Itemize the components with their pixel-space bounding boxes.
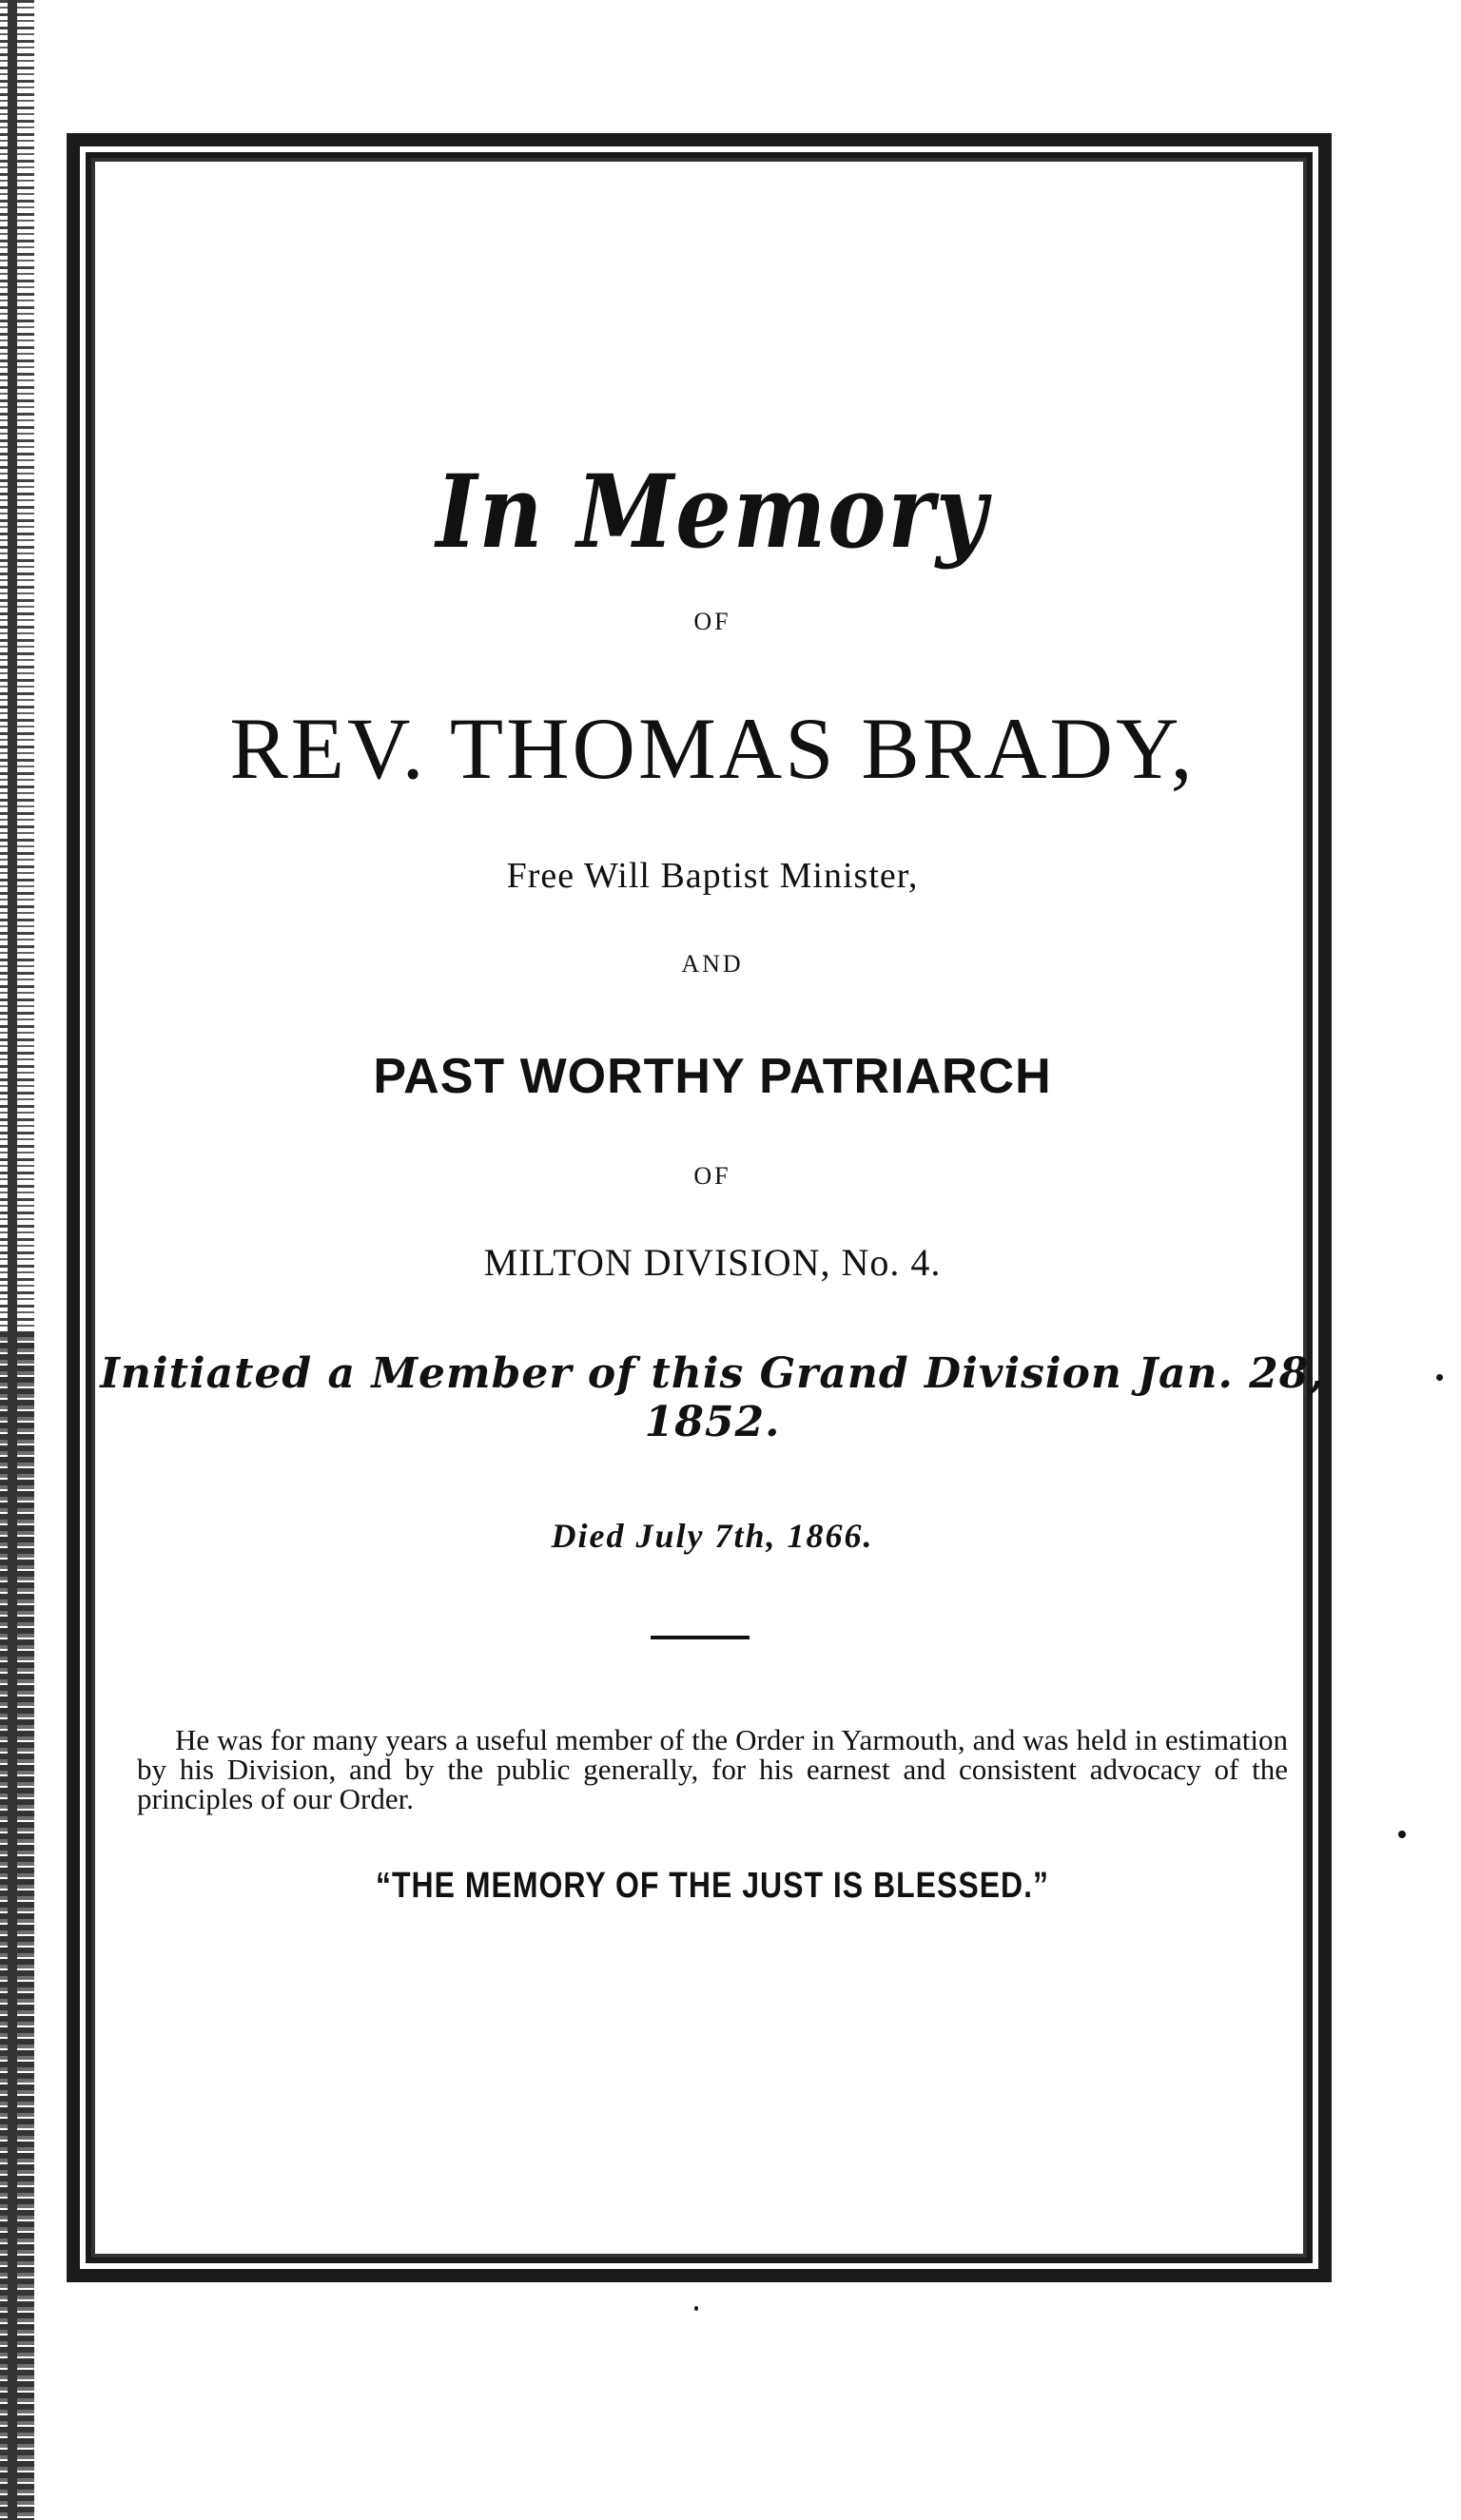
divider-rule [651,1636,750,1639]
tribute-paragraph: He was for many years a useful member of the Order in Yarmouth, and was held in estimation by his Division, and by the public generally, for his earnest and consistent advocacy of the principles of our Order. [137,1723,1288,1815]
and-label: AND [681,950,744,978]
scan-speck [1398,1831,1406,1838]
honoree-name: REV. THOMAS BRADY, [229,700,1196,797]
of-label-2: OF [693,1162,731,1190]
scan-speck [1436,1374,1443,1381]
scan-speck [694,2306,698,2311]
closing-quote: “THE MEMORY OF THE JUST IS BLESSED.” [375,1864,1050,1906]
honoree-title: PAST WORTHY PATRIARCH [373,1049,1052,1104]
memorial-card-content [80,146,1345,2296]
memorial-heading: In Memory [436,452,989,572]
of-label-1: OF [693,608,731,635]
memorial-card-frame [67,133,1332,2282]
honoree-subtitle: Free Will Baptist Minister, [506,856,919,896]
died-line: Died July 7th, 1866. [551,1517,874,1555]
scanned-binding-edge [0,0,34,2520]
initiated-line: Initiated a Member of this Grand Division Jan. 28, 1852. [100,1349,1325,1446]
division-line: MILTON DIVISION, No. 4. [483,1241,942,1284]
